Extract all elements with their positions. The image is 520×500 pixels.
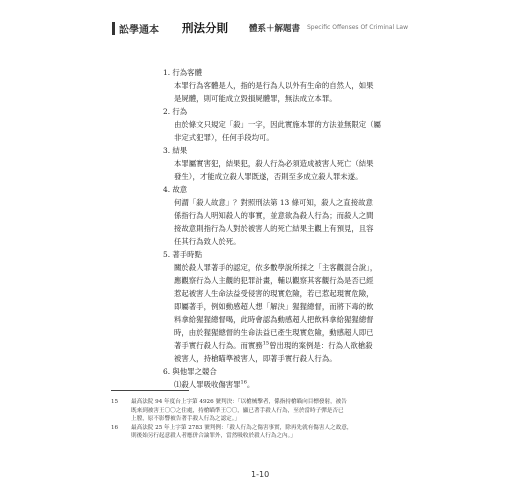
sub-item-end: 。 (246, 380, 255, 389)
item-title: 3. 結果 (163, 146, 188, 155)
page-number: 1-10 (251, 470, 270, 479)
header-series: 訟學通本 (119, 25, 159, 36)
footnote-number: 16 (111, 424, 119, 431)
item-line: 應觀察行為人主觀的犯罪計畫，輔以觀察其客觀行為是否已經 (174, 276, 374, 285)
footnotes (111, 398, 411, 441)
item-line-with-ref (163, 339, 418, 352)
item-line: 料拿給猩猩總督喝，此時會認為動感超人把飲料拿給猩猩總督 (174, 315, 374, 324)
list-item (163, 105, 418, 144)
sub-item-text: ⑴殺人罪吸收傷害罪 (174, 380, 241, 389)
footnote-line: 既來到被害王〇〇之住處，持槍瞄準王〇〇，顯已著手殺人行為，至於當時子彈是否已 (131, 407, 344, 414)
sub-item (163, 378, 418, 391)
header-english: Specific Offenses Of Criminal Law (307, 24, 409, 31)
item-title: 2. 行為 (163, 107, 188, 116)
footnote-ref-15[interactable]: 15 (262, 340, 270, 347)
item-line: 時，由於猩猩總督的生命法益已產生現實危險，動感超人即已 (174, 328, 374, 337)
item-line: 係指行為人明知殺人的事實，並意欲為殺人行為；而殺人之間 (174, 211, 374, 220)
footnote-line: 最高法院 25 年上字第 2783 號判例：「殺人行為之傷害事實，除再先就有傷害人之故意， (131, 424, 353, 431)
header-subtitle: 體系＋解題書 (249, 24, 301, 34)
header-title: 刑法分則 (182, 21, 228, 35)
running-header (112, 21, 412, 39)
footnote-line: 上膛，原不影響被告著手殺人行為之認定。」 (131, 416, 241, 423)
item-line: 本罪屬實害犯，結果犯，殺人行為必須造成被害人死亡（結果 (174, 159, 374, 168)
footnote-ref-16[interactable]: 16 (240, 379, 247, 386)
item-line: 關於殺人罪著手的認定，依多數學說所採之「主客觀混合說」， (174, 263, 378, 272)
item-line: 即屬著手，例如動感超人想「解決」猩猩總督，而將下毒的飲 (174, 302, 374, 311)
footnote-line: 則後始另行起意殺人者應併合論罪外，當然吸收於殺人行為之內。」 (131, 433, 297, 440)
list-item (163, 144, 418, 183)
item-line: 惹起被害人生命法益受侵害的現實危險，若已惹起現實危險， (174, 289, 374, 298)
item-line-tail: 曾出現的案例是：行為人欲槍殺 (269, 341, 373, 350)
item-title: 5. 著手時點 (163, 250, 202, 259)
item-line: 是屍體，則可能成立毀損屍體罪，無法成立本罪。 (174, 94, 337, 103)
item-line: 被害人，持槍瞄準被害人，即著手實行殺人行為。 (174, 354, 337, 363)
item-line-text: 著手實行殺人行為。而實務 (174, 341, 263, 350)
footnote-number: 15 (111, 399, 119, 405)
footnote-16 (111, 424, 411, 441)
item-line: 發生），才能成立殺人罪既遂，否則至多成立殺人罪未遂。 (174, 172, 363, 181)
item-line: 本罪行為客體是人，指的是行為人以外有生命的自然人，如果 (174, 81, 374, 90)
item-line: 何謂「殺人故意」？對照刑法第 13 條可知，殺人之直接故意 (174, 198, 373, 207)
item-title: 6. 與他罪之競合 (163, 367, 217, 376)
list-item (163, 183, 418, 248)
item-line: 接故意則指行為人對於被害人的死亡結果主觀上有預見，且容 (174, 224, 374, 233)
item-title: 4. 故意 (163, 185, 188, 194)
header-bar (112, 22, 115, 35)
list-item (163, 66, 418, 105)
footnote-line: 最高法院 94 年度台上字第 4926 號判決：「以槍械擊者，係指持槍瞄向目標發射，被告 (131, 399, 347, 405)
item-line: 任其行為致人於死。 (174, 237, 241, 246)
item-title: 1. 行為客體 (163, 68, 202, 77)
footnote-rule (111, 390, 189, 391)
list-item (163, 365, 418, 391)
body-text (163, 66, 418, 391)
item-line: 非定式犯罪），任何手段均可。 (174, 133, 274, 142)
item-line: 由於條文只規定「殺」一字，因此實施本罪的方法並無限定（屬 (174, 120, 381, 129)
footnote-15 (111, 398, 411, 424)
list-item (163, 248, 418, 365)
